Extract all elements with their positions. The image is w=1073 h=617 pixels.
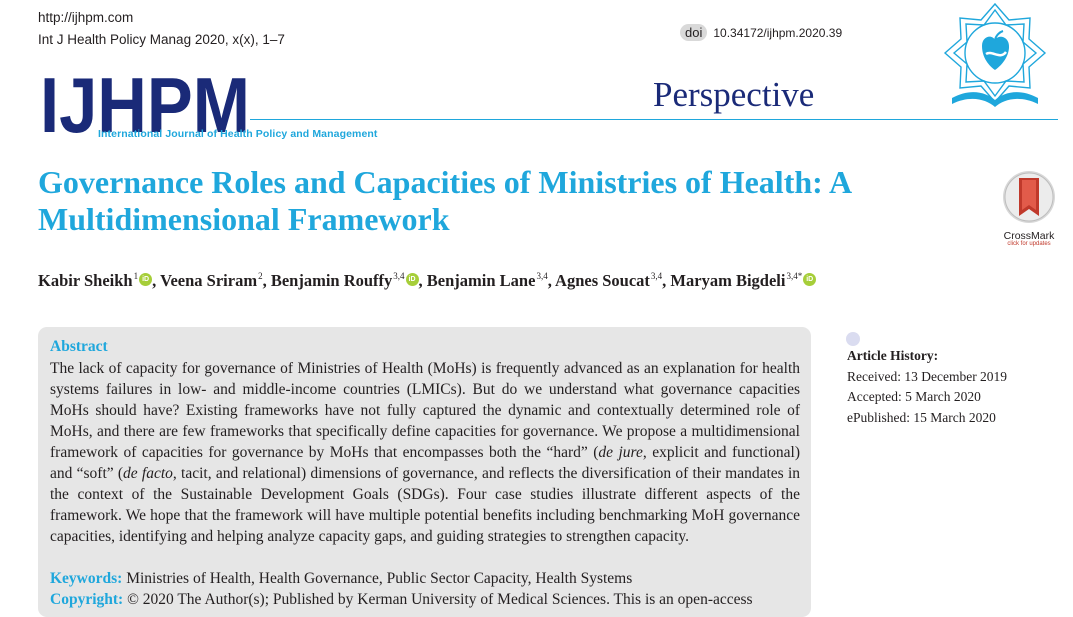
article-title [38,164,988,238]
history-bullet-icon [846,332,860,346]
author-name: Benjamin Lane [426,271,536,290]
crossmark-icon [1002,170,1056,224]
history-received: Received: 13 December 2019 [847,368,1008,384]
author-separator: , [152,271,161,290]
keywords-label: Keywords: [50,570,123,587]
author-affiliation: 3,4 [536,271,548,281]
history-published: ePublished: 15 March 2020 [847,409,996,425]
author-affiliation: 3,4 [650,271,663,281]
author-affiliation: 3,4* [786,271,803,281]
article-history [847,346,1007,428]
abstract-text-part: , explicit and functional) and “soft” ( [50,444,800,482]
history-accepted: Accepted: 5 March 2020 [847,389,981,404]
author-list [38,271,816,291]
article-title-line: Multidimensional Framework [38,201,450,237]
article-type: Perspective [653,75,815,114]
author-affiliation: 3,4 [393,271,405,281]
doi-value[interactable]: 10.34172/ijhpm.2020.39 [713,25,843,40]
abstract-text-part: The lack of capacity for governance of Ministries of Health (MoHs) is frequently advanced as an explanation for health systems failures in low- and middle-income countries (LMICs). But do we understand what governance capacities MoHs should have? Existing frameworks have not fully captured the dynamic and contextually determined role of MoHs, and there are few frameworks that specifically define capacities for governance. We propose a multidimensional framework of capacities for governance by MoHs that encompasses both the “hard” ( [50,360,800,461]
author-separator: , [262,271,271,290]
doi-badge: doi [680,24,707,41]
journal-subtitle: International Journal of Health Policy and Management [98,128,378,140]
copyright-label: Copyright: [50,591,124,608]
abstract-heading: Abstract [50,338,108,355]
orcid-icon[interactable]: iD [406,273,419,286]
copyright [50,589,800,610]
author-affiliation: 2 [258,271,263,281]
journal-logo-text: IJHPM [40,68,250,140]
crossmark-label: CrossMark [1003,230,1055,242]
keywords [50,568,800,589]
article-title-line: Governance Roles and Capacities of Ministries of Health: A [38,164,853,200]
orcid-icon[interactable]: iD [803,273,816,286]
author-name: Maryam Bigdeli [670,271,786,290]
keywords-value: Ministries of Health, Health Governance, Public Sector Capacity, Health Systems [126,570,633,587]
crossmark-subtext: click for updates [1007,241,1051,247]
abstract-italic-de-jure: de jure [598,444,643,461]
author-name: Kabir Sheikh [38,271,133,290]
journal-emblem-icon [930,0,1060,112]
journal-citation: Int J Health Policy Manag 2020, x(x), 1–7 [38,32,285,47]
copyright-value: © 2020 The Author(s); Published by Kerman University of Medical Sciences. This is an open-access [127,591,753,608]
author-separator: , [547,271,556,290]
header-divider [250,119,1058,120]
author-separator: , [662,271,671,290]
history-title: Article History: [847,348,939,363]
abstract-text-part: , tacit, and relational) dimensions of governance, and reflects the diversification of their mandates in the context of the Sustainable Development Goals (SDGs). Four case studies illustrate different aspects of the framework. We hope that the framework will have multiple potential benefits including benchmarking MoH governance capacities, identifying and helping analyze capacity gaps, and guiding strategies to strengthen capacity. [50,465,800,545]
abstract-italic-de-facto: de facto [123,465,173,482]
journal-url[interactable]: http://ijhpm.com [38,10,134,25]
doi[interactable] [680,24,842,41]
crossmark-button[interactable] [998,170,1060,247]
abstract-text [50,358,800,547]
orcid-icon[interactable]: iD [139,273,152,286]
author-name: Veena Sriram [160,271,258,290]
author-separator: , [418,271,427,290]
author-name: Benjamin Rouffy [270,271,393,290]
author-name: Agnes Soucat [555,271,650,290]
author-affiliation: 1 [133,271,139,281]
